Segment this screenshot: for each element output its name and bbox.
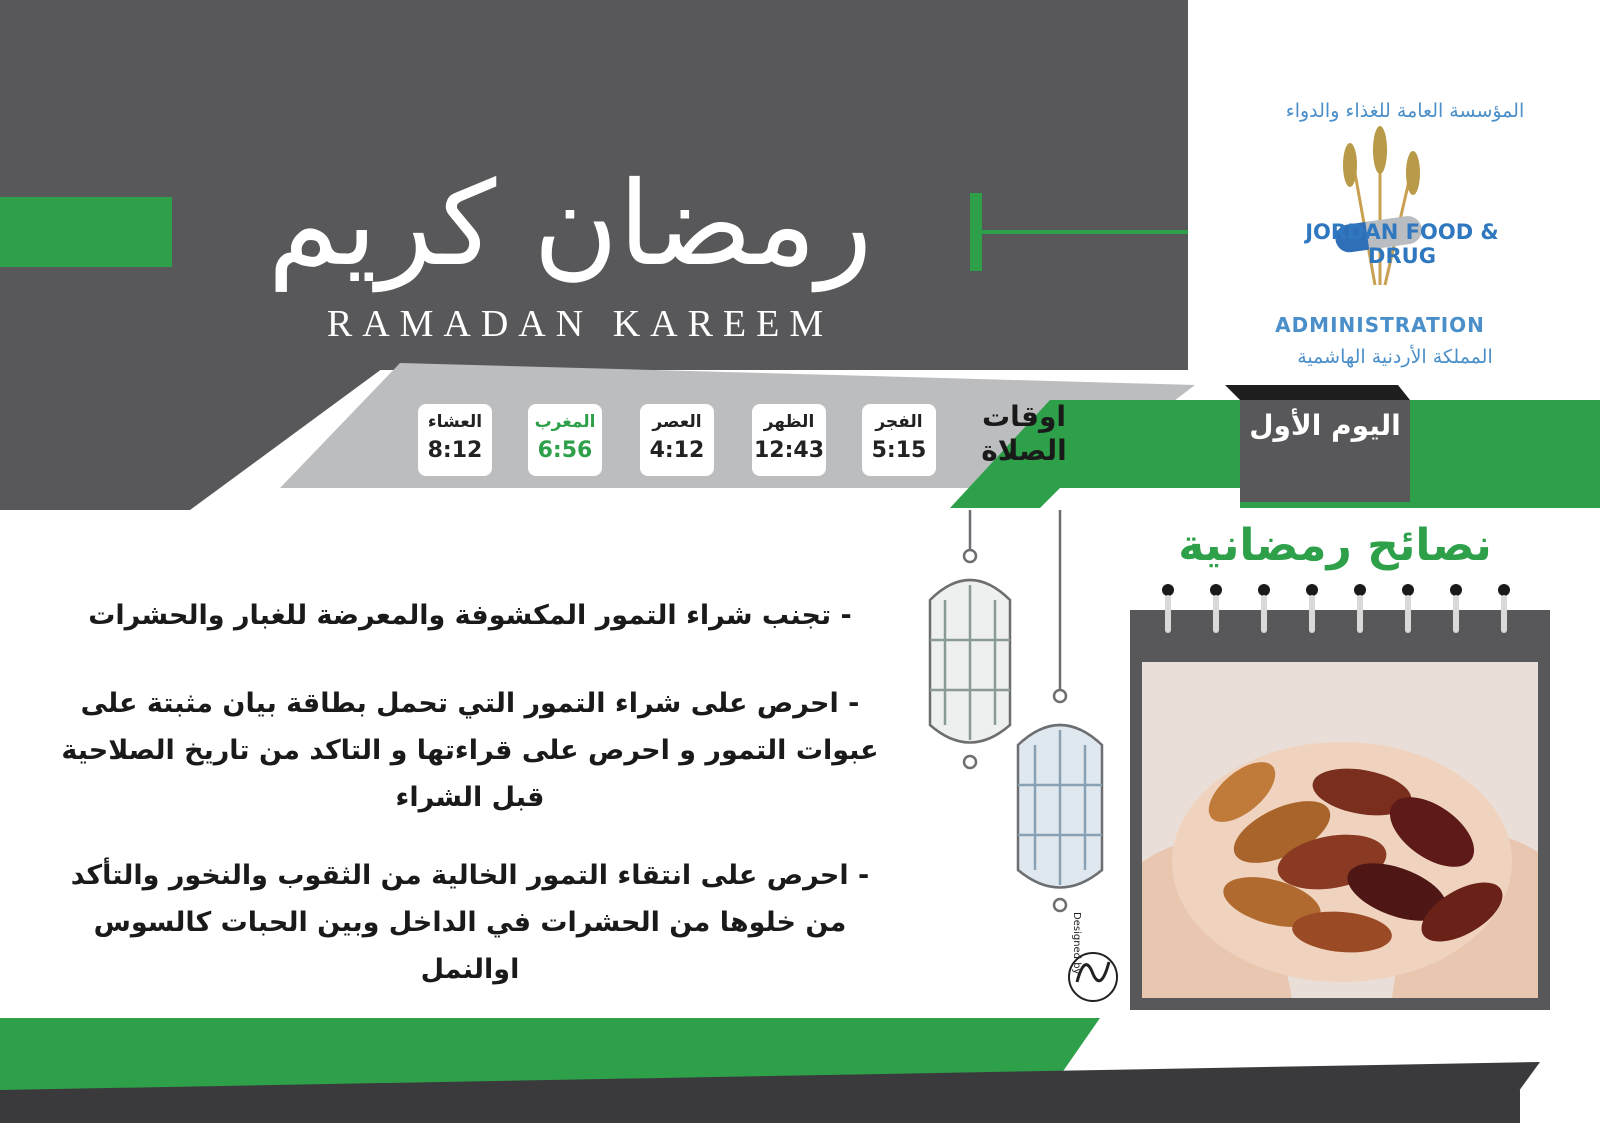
logo-org-arabic: المؤسسة العامة للغذاء والدواء	[1285, 100, 1525, 122]
prayer-time: 12:43	[753, 438, 825, 463]
footer-bands	[0, 1010, 1600, 1123]
logo-country-arabic: المملكة الأردنية الهاشمية	[1297, 346, 1493, 368]
tip-3: - احرص على انتقاء التمور الخالية من الثقوب والنخور والتأكد من خلوها من الحشرات في الداخل وبين الحبات كالسوس اوالنمل	[70, 860, 870, 985]
logo-org-english-1: JORDAN FOOD & DRUG	[1305, 220, 1499, 268]
tip-1: - تجنب شراء التمور المكشوفة والمعرضة للغبار والحشرات	[88, 600, 852, 631]
prayer-name: العصر	[652, 412, 702, 432]
dates-photo	[1142, 662, 1538, 998]
prayer-name: الظهر	[763, 412, 815, 432]
logo-org-english-2: ADMINISTRATION	[1275, 313, 1485, 337]
tip-2: - احرص على شراء التمور التي تحمل بطاقة بيان مثبتة على عبوات التمور و احرص على قراءتها و التاكد من تاريخ الصلاحية قبل الشراء	[61, 688, 879, 813]
prayer-time: 5:15	[871, 438, 927, 463]
prayer-times-label: اوقات الصلاة	[981, 400, 1067, 467]
title-english: RAMADAN KAREEM	[326, 303, 834, 345]
prayer-time: 8:12	[427, 438, 483, 463]
tips-title: نصائح رمضانية	[1178, 520, 1492, 571]
prayer-name: العشاء	[427, 412, 483, 432]
designer-credit: Designed by	[1071, 912, 1082, 975]
prayer-name: الفجر	[875, 412, 923, 432]
prayer-time: 4:12	[649, 438, 705, 463]
day-label: اليوم الأول	[1249, 409, 1401, 442]
title-arabic: رمضان كريم	[267, 157, 873, 292]
prayer-time: 6:56	[537, 438, 593, 463]
prayer-name: المغرب	[534, 412, 596, 432]
